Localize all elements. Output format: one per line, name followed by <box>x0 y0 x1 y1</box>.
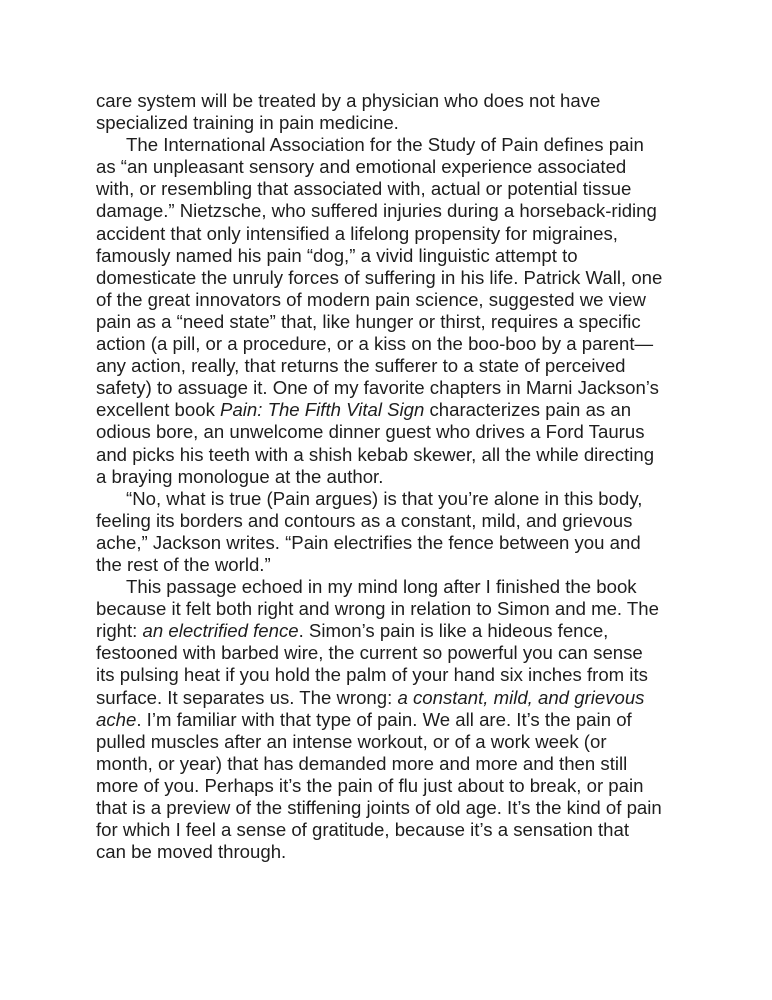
text-run: pain as a “need state” that, like hunger or thirst, requires a specific <box>96 310 641 332</box>
text-line <box>96 156 696 178</box>
text-line <box>96 112 696 134</box>
text-run: odious bore, an unwelcome dinner guest who drives a Ford Taurus <box>96 421 645 443</box>
text-line <box>96 245 696 267</box>
text-run: specialized training in pain medicine. <box>96 112 399 134</box>
italic-text: an electrified fence <box>142 620 299 642</box>
text-line <box>96 620 696 642</box>
text-run: domesticate the unruly forces of suffering in his life. Patrick Wall, one <box>96 266 663 288</box>
text-line <box>96 267 696 289</box>
text-line <box>96 399 696 421</box>
text-line <box>96 709 696 731</box>
text-line <box>96 576 696 598</box>
text-run: care system will be treated by a physician who does not have <box>96 90 601 111</box>
italic-text: Pain: The Fifth Vital Sign <box>220 399 425 421</box>
text-line <box>96 797 696 819</box>
italic-text: ache <box>96 708 137 730</box>
text-run: feeling its borders and contours as a constant, mild, and grievous <box>96 509 633 531</box>
text-run: its pulsing heat if you hold the palm of your hand six inches from its <box>96 664 648 686</box>
text-line <box>96 444 696 466</box>
text-line <box>96 134 696 156</box>
text-run: the rest of the world.” <box>96 553 271 575</box>
text-line <box>96 687 696 709</box>
text-run: safety) to assuage it. One of my favorite chapters in Marni Jackson’s <box>96 377 659 399</box>
text-line <box>96 775 696 797</box>
text-line <box>96 90 696 112</box>
text-run: festooned with barbed wire, the current so powerful you can sense <box>96 642 643 664</box>
text-run: surface. It separates us. The wrong: <box>96 686 398 708</box>
text-run: any action, really, that returns the sufferer to a state of perceived <box>96 355 626 377</box>
text-run: a braying monologue at the author. <box>96 465 384 487</box>
text-line <box>96 598 696 620</box>
text-line <box>96 333 696 355</box>
text-run: more of you. Perhaps it’s the pain of flu just about to break, or pain <box>96 774 644 796</box>
text-line <box>96 377 696 399</box>
text-line <box>96 841 696 863</box>
text-run: for which I feel a sense of gratitude, because it’s a sensation that <box>96 819 629 841</box>
italic-text: a constant, mild, and grievous <box>397 686 645 708</box>
text-line <box>96 664 696 686</box>
text-run: of the great innovators of modern pain science, suggested we view <box>96 288 646 310</box>
text-line <box>96 554 696 576</box>
text-run: as “an unpleasant sensory and emotional experience associated <box>96 156 627 178</box>
text-line <box>96 200 696 222</box>
text-run: The International Association for the Study of Pain defines pain <box>126 134 644 156</box>
text-line <box>96 642 696 664</box>
text-run: with, or resembling that associated with, actual or potential tissue <box>96 178 632 200</box>
text-line <box>96 753 696 775</box>
text-run: can be moved through. <box>96 841 287 863</box>
text-run: accident that only intensified a lifelong propensity for migraines, <box>96 222 618 244</box>
text-run: because it felt both right and wrong in relation to Simon and me. The <box>96 598 659 620</box>
text-run: and picks his teeth with a shish kebab skewer, all the while directing <box>96 443 655 465</box>
text-line <box>96 731 696 753</box>
text-run: right: <box>96 620 143 642</box>
text-run: ache,” Jackson writes. “Pain electrifies the fence between you and <box>96 531 641 553</box>
document-page <box>96 90 696 863</box>
text-run: “No, what is true (Pain argues) is that you’re alone in this body, <box>126 487 643 509</box>
text-line <box>96 421 696 443</box>
text-line <box>96 178 696 200</box>
text-run: excellent book <box>96 399 221 421</box>
text-run: damage.” Nietzsche, who suffered injuries during a horseback-riding <box>96 200 657 222</box>
text-line <box>96 819 696 841</box>
text-line <box>96 510 696 532</box>
text-run: action (a pill, or a procedure, or a kiss on the boo-boo by a parent— <box>96 333 654 355</box>
text-run: famously named his pain “dog,” a vivid linguistic attempt to <box>96 244 578 266</box>
text-line <box>96 355 696 377</box>
text-line <box>96 223 696 245</box>
text-run: pulled muscles after an intense workout, or of a work week (or <box>96 730 607 752</box>
text-run: . I’m familiar with that type of pain. We all are. It’s the pain of <box>136 708 632 730</box>
text-line <box>96 466 696 488</box>
text-run: This passage echoed in my mind long after I finished the book <box>126 576 637 598</box>
text-line <box>96 289 696 311</box>
text-line <box>96 488 696 510</box>
text-run: month, or year) that has demanded more and more and then still <box>96 752 628 774</box>
text-run: that is a preview of the stiffening joints of old age. It’s the kind of pain <box>96 797 662 818</box>
text-run: characterizes pain as an <box>424 399 632 421</box>
text-line <box>96 532 696 554</box>
text-line <box>96 311 696 333</box>
text-run: . Simon’s pain is like a hideous fence, <box>298 620 609 642</box>
